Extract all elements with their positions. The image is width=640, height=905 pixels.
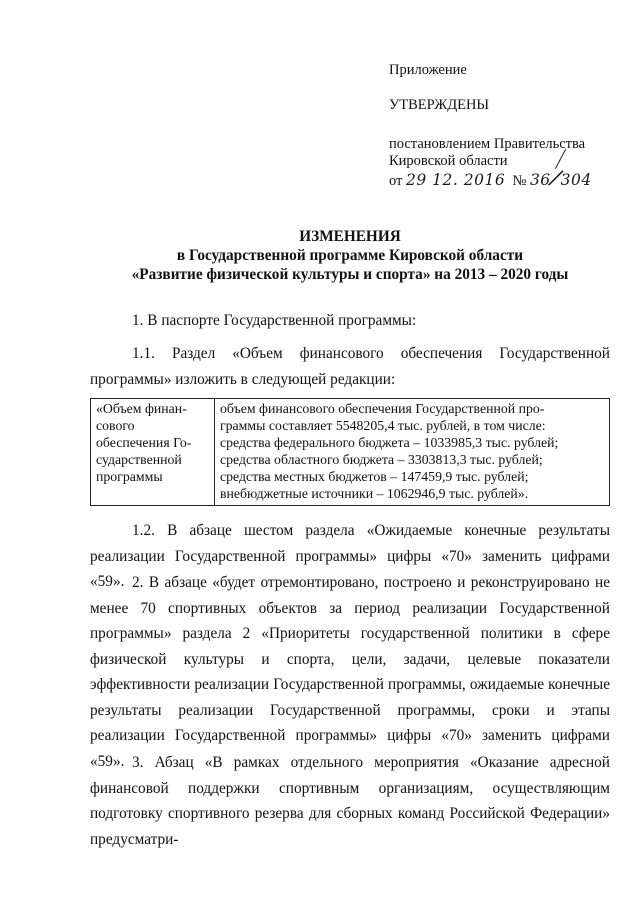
handwritten-date: 29 12. 2016 [406, 171, 506, 189]
handwritten-number-b: 304 [560, 171, 592, 189]
right-line: граммы составляет 5548205,4 тыс. рублей, в том числе: [220, 418, 546, 433]
right-line: объем финансового обеспечения Государственной про- [220, 401, 545, 416]
left-line: «Объем финан- [96, 401, 187, 416]
approved-label: УТВЕРЖДЕНЫ [389, 97, 490, 113]
number-prefix: № [512, 173, 527, 189]
table-row [91, 399, 610, 506]
section-1-2: 1.2. В абзаце шестом раздела «Ожидаемые конечные результаты реализации Государственной программы» цифры «70» заменить цифрами «59». [90, 522, 610, 590]
section-2: 2. В абзаце «будет отремонтировано, построено и реконструировано не менее 70 спортивных объектов за период реализации Государственной программы» раздела 2 «Приоритеты государственной политики в сфере физической культуры и спорта, цели, задачи, целевые показатели эффективности реализации Государственной программы, ожидаемые конечные результаты реализации Государственной программы, сроки и этапы реализации Государственной программы» цифры «70» заменить цифрами «59». [90, 574, 610, 770]
right-line: средства местных бюджетов – 147459,9 тыс. рублей; [220, 469, 529, 484]
right-line: средства областного бюджета – 3303813,3 тыс. рублей; [220, 452, 543, 467]
decree-line-2: Кировской области [389, 153, 508, 169]
date-number-line [389, 165, 629, 192]
section-1-1: 1.1. Раздел «Объем финансового обеспечения Государственной программы» изложить в следующей редакции: [90, 345, 610, 388]
section-3: 3. Абзац «В рамках отдельного мероприятия «Оказание адресной финансовой поддержки спортивным организациям, осуществляющим подготовку спортивного резерва для сборных команд Российской Федерации» предусматри- [90, 754, 610, 848]
document-title [90, 227, 610, 284]
decree-line-1: постановлением Правительства [389, 136, 586, 152]
section-1: 1. В паспорте Государственной программы: [132, 312, 417, 329]
from-prefix: от [389, 173, 403, 189]
left-line: сударственной [96, 452, 182, 467]
title-line-2: в Государственной программе Кировской области [176, 247, 524, 264]
left-line: обеспечения Го- [96, 435, 192, 450]
left-line: программы [96, 469, 163, 484]
title-line-1: ИЗМЕНЕНИЯ [299, 228, 401, 245]
financing-table [90, 398, 610, 506]
title-line-3: «Развитие физической культуры и спорта» на 2013 – 2020 годы [131, 266, 569, 283]
right-line: средства федерального бюджета – 1033985,3 тыс. рублей; [220, 435, 559, 450]
table-cell-right [215, 399, 610, 506]
table-cell-left [91, 399, 215, 506]
handwritten-number-a: 36 [529, 171, 551, 189]
approval-block [389, 62, 629, 190]
appendix-label: Приложение [389, 62, 467, 78]
handwritten-slash: / [548, 165, 564, 192]
left-line: сового [96, 418, 135, 433]
right-line: внебюджетные источники – 1062946,9 тыс. рублей». [220, 486, 529, 501]
